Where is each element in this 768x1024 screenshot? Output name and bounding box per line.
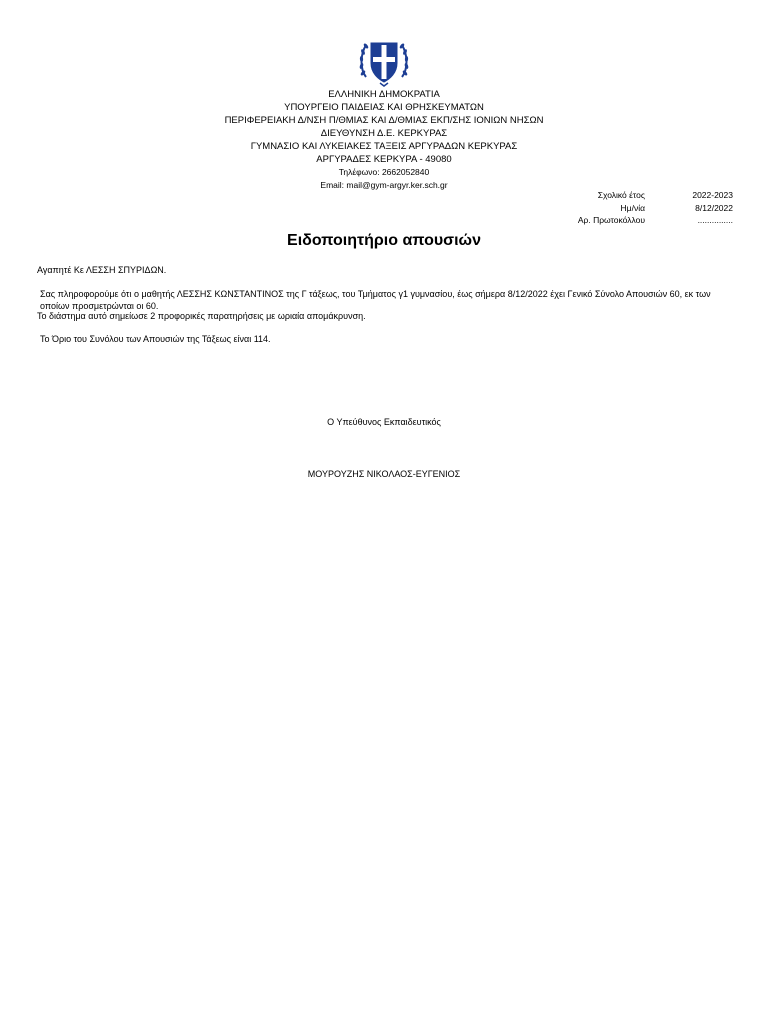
document-header — [0, 88, 768, 191]
absence-limit-paragraph: Το Όριο του Συνόλου των Απουσιών της Τάξεως είναι 114. — [40, 334, 271, 344]
meta-date — [520, 202, 733, 215]
header-line-directorate: ΔΙΕΥΘΥΝΣΗ Δ.Ε. ΚΕΡΚΥΡΑΣ — [320, 128, 448, 139]
greek-coat-of-arms-icon — [356, 33, 412, 89]
date-value: 8/12/2022 — [695, 202, 733, 213]
header-email: Email: mail@gym-argyr.ker.sch.gr — [320, 179, 448, 190]
remarks-paragraph: Το διάστημα αυτό σημείωσε 2 προφορικές παρατηρήσεις με ωριαία απομάκρυνση. — [37, 311, 366, 321]
header-line-ministry: ΥΠΟΥΡΓΕΙΟ ΠΑΙΔΕΙΑΣ ΚΑΙ ΘΡΗΣΚΕΥΜΑΤΩΝ — [284, 102, 484, 113]
document-meta — [520, 189, 733, 227]
meta-protocol — [520, 214, 733, 227]
header-phone: Τηλέφωνο: 2662052840 — [338, 167, 430, 177]
header-line-school: ΓΥΜΝΑΣΙΟ ΚΑΙ ΛΥΚΕΙΑΚΕΣ ΤΑΞΕΙΣ ΑΡΓΥΡΑΔΩΝ ΚΕΡΚΥΡΑΣ — [250, 141, 518, 152]
school-year-value: 2022-2023 — [692, 190, 733, 200]
document-title: Ειδοποιητήριο απουσιών — [287, 232, 481, 249]
protocol-label: Αρ. Πρωτοκόλλου — [577, 215, 645, 225]
signatory-name: ΜΟΥΡΟΥΖΗΣ ΝΙΚΟΛΑΟΣ-ΕΥΓΕΝΙΟΣ — [307, 469, 461, 479]
protocol-value: ............... — [697, 215, 733, 225]
meta-school-year — [520, 189, 733, 202]
header-line-address: ΑΡΓΥΡΑΔΕΣ ΚΕΡΚΥΡΑ - 49080 — [316, 154, 452, 165]
school-year-label: Σχολικό έτος — [597, 190, 645, 200]
date-label: Ημ/νία — [620, 202, 645, 213]
signatory-title: Ο Υπεύθυνος Εκπαιδευτικός — [327, 417, 441, 427]
header-line-country: ΕΛΛΗΝΙΚΗ ΔΗΜΟΚΡΑΤΙΑ — [328, 89, 440, 100]
absence-summary-paragraph: Σας πληροφορούμε ότι ο μαθητής ΛΕΣΣΗΣ ΚΩΝΣΤΑΝΤΙΝΟΣ της Γ τάξεως, του Τμήματος γ1 γυμνασίου, έως σήμερα 8/12/2022 έχει Γενικό Σύνολο Απουσιών 60, εκ των οποίων προσμετρώνται οι 60. — [40, 289, 711, 311]
greeting: Αγαπητέ Κε ΛΕΣΣΗ ΣΠΥΡΙΔΩΝ. — [37, 265, 167, 275]
header-line-regional-directorate: ΠΕΡΙΦΕΡΕΙΑΚΗ Δ/ΝΣΗ Π/ΘΜΙΑΣ ΚΑΙ Δ/ΘΜΙΑΣ ΕΚΠ/ΣΗΣ ΙΟΝΙΩΝ ΝΗΣΩΝ — [224, 115, 544, 126]
